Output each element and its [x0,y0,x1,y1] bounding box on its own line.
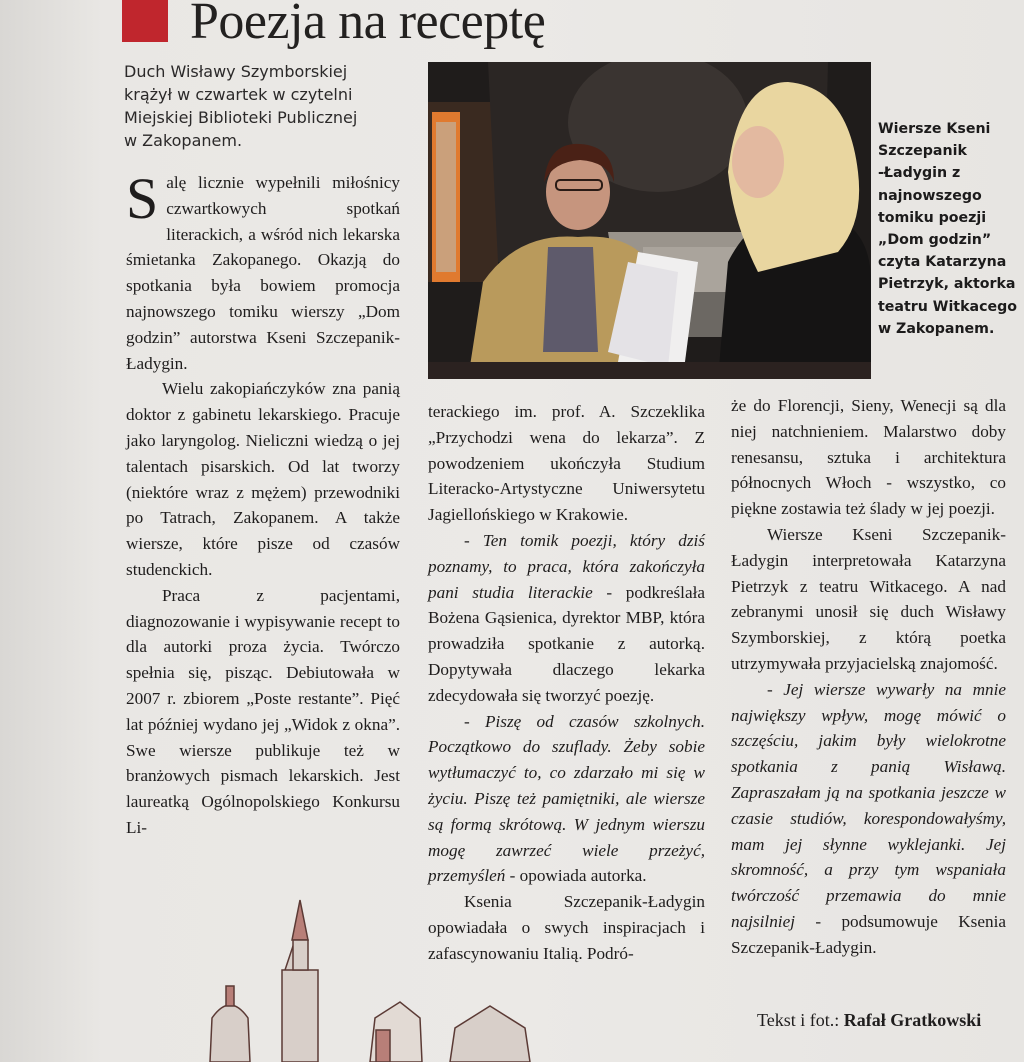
article-column-1 [126,166,400,841]
column-2-paragraph-2-text: - podkreślała Bożena Gąsienica, dyrektor MBP, która prowadziła spotkanie z autorką. Dopytywała dlaczego lekarka zdecydowała się tworzyć poezję. [428,582,705,705]
article-credit [757,1010,981,1031]
photo-caption: Wiersze Kseni Szczepanik -Ładygin z najnowszego tomiku poezji „Dom godzin” czyta Katarzyna Pietrzyk, aktorka teatru Witkacego w Zakopanem. [878,121,1018,337]
credit-author: Rafał Gratkowski [843,1010,982,1030]
red-section-marker [122,0,168,42]
column-3-paragraph-3-text: - podsumowuje Ksenia Szczepanik-Ładygin. [731,911,1006,957]
article-column-3 [731,393,1006,961]
church-skyline-illustration [190,880,550,1062]
column-3-paragraph-2: Wiersze Kseni Szczepanik-Ładygin interpretowała Katarzyna Pietrzyk z teatru Witkacego. A nad zebranymi unosił się duch Wisławy Szymborskiej, z którą poetka utrzymywała przyjacielską znajomość. [731,524,1006,673]
drop-cap: S [126,166,159,231]
column-2-quote-1: - Ten tomik poezji, który dziś poznamy, to praca, która zakończyła pani studia literackie [428,530,705,602]
column-1-paragraph-1 [126,166,400,376]
column-1-paragraph-2: Wielu zakopiańczyków zna panią doktor z gabinetu lekarskiego. Pracuje jako laryngolog. Nieliczni wiedzą o jej talentach pisarskich. Od lat tworzy (niektóre wraz z mężem) przewodniki po Tatrach, Zakopanem. A także wiersze, które pisze od czasów studenckich. [126,379,400,579]
article-photo [428,62,871,379]
column-2-paragraph-3 [428,709,705,890]
column-3-quote: - Jej wiersze wywarły na mnie największy wpływ, mogę mówić o szczęściu, jakim były wielokrotne spotkania z panią Wisławą. Zapraszałam ją na spotkania jeszcze w czasie studiów, korespondowałyśmy, mam jej słynne wyklejanki. Jej skromność, a przy tym wspaniała twórczość przemawia do mnie najsilniej [731,679,1006,931]
column-3-paragraph-1: że do Florencji, Sieny, Wenecji są dla niej natchnieniem. Malarstwo doby renesansu, sztuka i architektura północnych Włoch - wszystko, co piękne zostawia też ślady w jej poezji. [731,396,1006,519]
column-1-paragraph-3: Praca z pacjentami, diagnozowanie i wypisywanie recept to dla autorki proza życia. Twórczo spełnia się, pisząc. Debiutowała w 2007 r. zbiorem „Poste restante”. Pięć lat później wydano jej „Widok z okna”. Swe wiersze publikuje też w branżowych pismach lekarskich. Jest laureatką Ogólnopolskiego Konkursu Li- [126,585,400,837]
article-title: Poezja na receptę [190,0,546,50]
column-1-paragraph-1-text: alę licznie wypełnili miłośnicy czwartkowych spotkań literackich, a wśród nich lekarska śmietanka Zakopanego. Okazją do spotkania była bowiem promocja najnowszego tomiku wierszy „Dom godzin” autorstwa Kseni Szczepanik-Ładygin. [126,173,400,373]
column-2-paragraph-3-text: - opowiada autorka. [505,866,647,886]
photo-two-women-reading [428,62,871,379]
column-3-paragraph-3 [731,677,1006,961]
column-2-paragraph-4: Ksenia Szczepanik-Ładygin opowiadała o swych inspiracjach i zafascynowaniu Italią. Podró- [428,892,705,963]
column-2-paragraph-2 [428,528,705,709]
column-2-paragraph-1: terackiego im. prof. A. Szczeklika „Przychodzi wena do lekarza”. Z powodzeniem ukończyła Studium Literacko-Artystyczne Uniwersytetu Jagiellońskiego w Krakowie. [428,402,705,525]
credit-label: Tekst i fot.: [757,1010,840,1030]
column-2-quote-2: - Piszę od czasów szkolnych. Początkowo do szuflady. Żeby sobie wytłumaczyć to, co zdarzało mi się w życiu. Piszę też pamiętniki, ale wiersze są formą skrótową. W jednym wierszu mogę zawrzeć wiele przeżyć, przemyśleń [428,711,705,886]
article-lead: Duch Wisławy Szymborskiej krążył w czwartek w czytelni Miejskiej Biblioteki Publicznej w Zakopanem. [124,62,358,150]
